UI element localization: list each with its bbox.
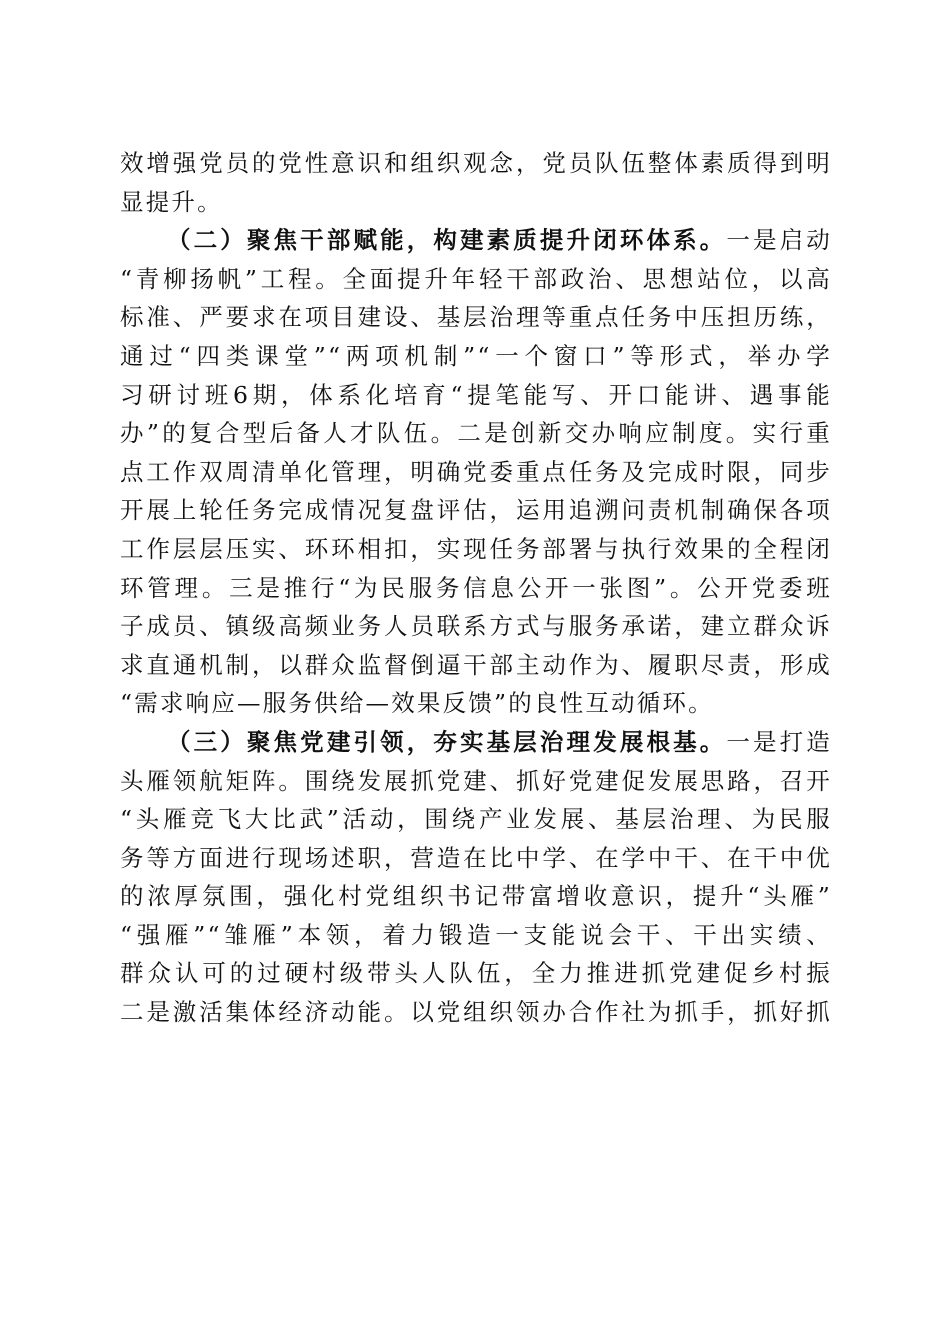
paragraph-line: 头雁领航矩阵。围绕发展抓党建、抓好党建促发展思路，召开 [120, 766, 832, 795]
paragraph-line: 点工作双周清单化管理，明确党委重点任务及完成时限，同步 [120, 457, 832, 486]
paragraph-line: “需求响应—服务供给—效果反馈”的良性互动循环。 [120, 689, 714, 718]
paragraph-line: 办”的复合型后备人才队伍。二是创新交办响应制度。实行重 [120, 419, 832, 448]
paragraph-line: 效增强党员的党性意识和组织观念，党员队伍整体素质得到明 [120, 149, 832, 177]
paragraph-line: 一是打造 [726, 727, 832, 756]
paragraph-line: 环管理。三是推行“为民服务信息公开一张图”。公开党委班 [120, 573, 832, 602]
section-heading-line [120, 221, 832, 260]
paragraph-line: 标准、严要求在项目建设、基层治理等重点任务中压担历练， [120, 303, 832, 332]
paragraph-line: 工作层层压实、环环相扣，实现任务部署与执行效果的全程闭 [120, 534, 832, 563]
paragraph-line: 务等方面进行现场述职，营造在比中学、在学中干、在干中优 [120, 843, 832, 872]
paragraph-line: 求直通机制，以群众监督倒逼干部主动作为、履职尽责，形成 [120, 650, 832, 679]
paragraph-line: “头雁竞飞大比武”活动，围绕产业发展、基层治理、为民服 [120, 805, 832, 834]
paragraph-line: “强雁”“雏雁”本领，着力锻造一支能说会干、干出实绩、 [120, 920, 832, 949]
paragraph-line: “青柳扬帆”工程。全面提升年轻干部政治、思想站位，以高 [120, 264, 832, 293]
paragraph-line: 子成员、镇级高频业务人员联系方式与服务承诺，建立群众诉 [120, 612, 832, 641]
section-heading-3: （三）聚焦党建引领，夯实基层治理发展根基。 [167, 727, 727, 756]
paragraph-line: 开展上轮任务完成情况复盘评估，运用追溯问责机制确保各项 [120, 496, 832, 525]
section-heading-2: （二）聚焦干部赋能，构建素质提升闭环体系。 [167, 226, 727, 255]
paragraph-line: 习研讨班6期，体系化培育“提笔能写、开口能讲、遇事能 [120, 380, 832, 409]
paragraph-line: 一是启动 [726, 226, 832, 255]
paragraph-line: 的浓厚氛围，强化村党组织书记带富增收意识，提升“头雁” [120, 882, 832, 911]
paragraph-line: 通过“四类课堂”“两项机制”“一个窗口”等形式，举办学 [120, 341, 832, 370]
paragraph-line: 群众认可的过硬村级带头人队伍，全力推进抓党建促乡村振 [120, 959, 832, 988]
section-heading-line [120, 723, 832, 762]
paragraph-line: 二是激活集体经济动能。以党组织领办合作社为抓手，抓好抓 [120, 998, 832, 1027]
paragraph-line: 显提升。 [120, 187, 223, 216]
document-body [120, 144, 832, 1032]
